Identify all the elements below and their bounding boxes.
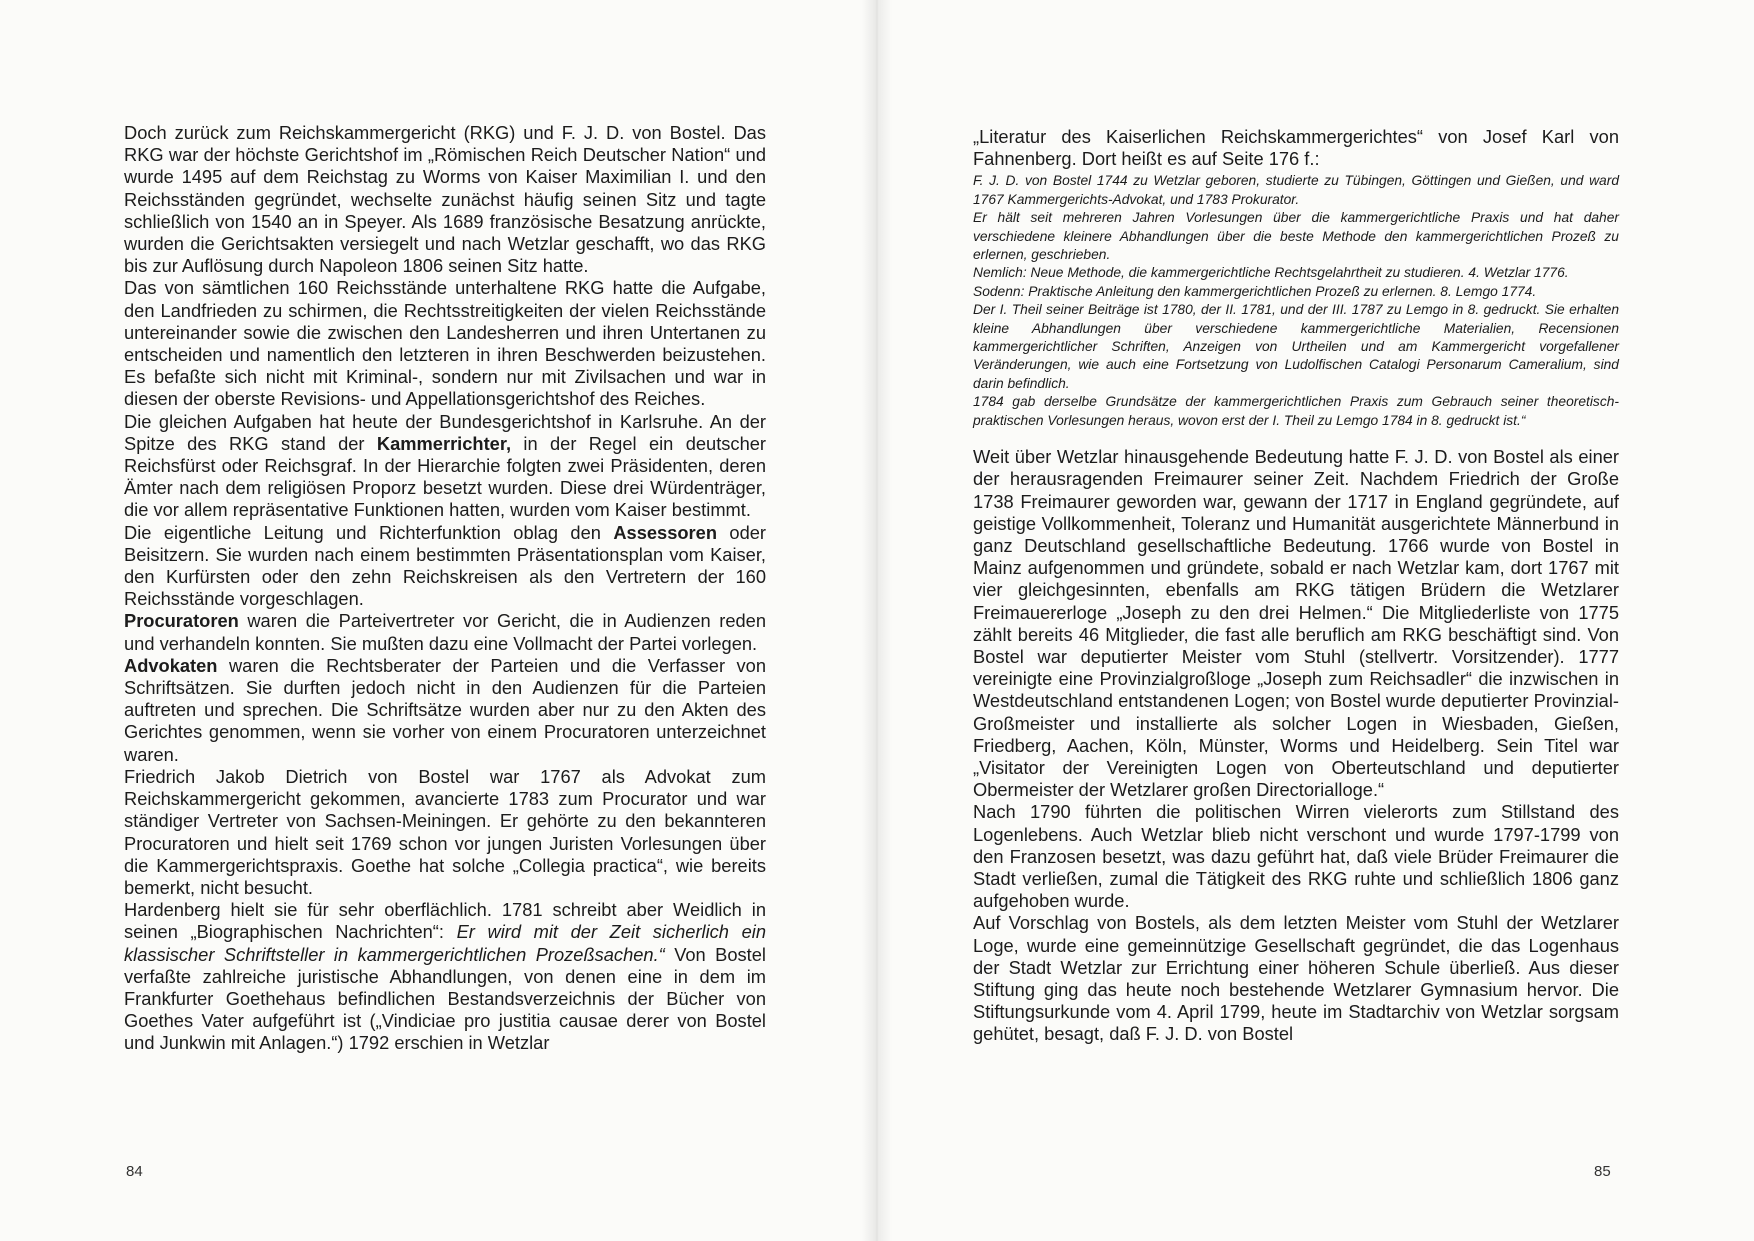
paragraph: Friedrich Jakob Dietrich von Bostel war 1767 als Advokat zum Reichskammergericht gekommen, avancierte 1783 zum Procurator und war ständiger Vertreter von Sachsen-Meiningen. Er gehörte zu den bekannteren Procuratoren und hielt seit 1769 schon vor jungen Juristen Vorlesungen über die Kammergerichtspraxis. Goethe hat solche „Collegia practica“, wie bereits bemerkt, nicht besucht. [124,765,766,898]
paragraph: Nach 1790 führten die politischen Wirren vielerorts zum Stillstand des Logenlebens. Auch Wetzlar blieb nicht verschont und wurde 1797-1799 von den Franzosen besetzt, was dazu geführt hat, daß viele Brüder Freimaurer die Stadt verließen, zumal die Tätigkeit des RKG ruhte und schließlich 1806 ganz aufgehoben wurde. [973,801,1619,912]
paragraph: Doch zurück zum Reichskammergericht (RKG) und F. J. D. von Bostel. Das RKG war der höchste Gerichtshof im „Römischen Reich Deutscher Nation“ und wurde 1495 auf dem Reichstag zu Worms von Kaiser Maximilian I. und den Reichsständen gegründet, wechselte zunächst häufig seinen Sitz und tagte schließlich von 1540 an in Speyer. Als 1689 französische Besatzung anrückte, wurden die Gerichtsakten versiegelt und nach Wetzlar geschafft, wo das RKG bis zur Auflösung durch Napoleon 1806 seinen Sitz hatte. [124,122,766,277]
quote-line: Er hält seit mehreren Jahren Vorlesungen über die kammergerichtliche Praxis und hat daher verschiedene kleinere Abhandlungen über die beste Methode den kammergerichtlichen Prozeß zu erlernen, geschrieben. [973,210,1619,263]
block-quote [973,172,1619,430]
paragraph: Weit über Wetzlar hinausgehende Bedeutung hatte F. J. D. von Bostel als einer der herausragenden Freimaurer seiner Zeit. Nachdem Friedrich der Große 1738 Freimaurer geworden war, gewann der 1717 in England gegründete, auf geistige Vollkommenheit, Toleranz und Humanität ausgerichtete Männerbund in ganz Deutschland gesellschaftliche Bedeutung. 1766 wurde von Bostel in Mainz aufgenommen und gründete, sobald er nach Wetzlar kam, dort 1767 mit vier gleichgesinnten, ebenfalls am RKG tätigen Brüdern die Wetzlarer Freimauererloge „Joseph zu den drei Helmen.“ Die Mitgliederliste von 1775 zählt bereits 46 Mitglieder, die fast alle beruflich am RKG beschäftigt sind. Von Bostel war deputierter Meister vom Stuhl (stellvertr. Vorsitzender). 1777 vereinigte eine Provinzialgroßloge „Joseph zum Reichsadler“ die inzwischen in Westdeutschland entstandenen Logen; von Bostel wurde deputierter Provinzial-Großmeister und installierte als solcher Logen in Wiesbaden, Gießen, Friedberg, Aachen, Köln, Münster, Worms und Heidelberg. Sein Titel war „Visitator der Vereinigten Logen von Oberteutschland und deputierter Obermeister der Wetzlarer großen Directorialloge.“ [973,446,1619,801]
right-text-column [973,126,1619,1046]
quote-line: Sodenn: Praktische Anleitung den kammergerichtlichen Prozeß zu erlernen. 8. Lemgo 1774. [973,283,1537,299]
bold-term: Assessoren [613,521,717,543]
page-number-left: 84 [126,1163,143,1180]
paragraph: Die gleichen Aufgaben hat heute der Bundesgerichtshof in Karlsruhe. An der Spitze des RKG stand der Kammerrichter, in der Regel ein deutscher Reichsfürst oder Reichsgraf. In der Hierarchie folgten zwei Präsidenten, deren Ämter nach dem religiösen Proporz besetzt wurden. Diese drei Würdenträger, die vor allem repräsentative Funktionen hatten, wurden vom Kaiser bestimmt. [124,410,766,521]
paragraph: Procuratoren waren die Parteivertreter vor Gericht, die in Audienzen reden und verhandeln konnten. Sie mußten dazu eine Vollmacht der Partei vorlegen. [124,610,766,654]
paragraph: Hardenberg hielt sie für sehr oberflächlich. 1781 schreibt aber Weidlich in seinen „Biographischen Nachrichten“: Er wird mit der Zeit sicherlich ein klassischer Schriftsteller in kammergerichtlichen Prozeßsachen.“ Von Bostel verfaßte zahlreiche juristische Abhandlungen, von denen eine in dem im Frankfurter Goethehaus befindlichen Bestandsverzeichnis der Bücher von Goethes Vater aufgeführt ist („Vindiciae pro justitia causae derer von Bostel und Junkwin mit Anlagen.“) 1792 erschien in Wetzlar [124,899,766,1054]
quote-line: Nemlich: Neue Methode, die kammergerichtliche Rechtsgelahrtheit zu studieren. 4. Wetzlar 1776. [973,265,1569,281]
italic-quote: Er wird mit der Zeit sicherlich ein klassischer Schriftsteller in kammergerichtlichen Prozeßsachen.“ [124,921,766,965]
book-gutter [862,0,892,1241]
paragraph: Auf Vorschlag von Bostels, als dem letzten Meister vom Stuhl der Wetzlarer Loge, wurde eine gemeinnützige Gesellschaft gegründet, die das Logenhaus der Stadt Wetzlar zur Errichtung einer höheren Schule überließ. Aus dieser Stiftung ging das heute noch bestehende Wetzlarer Gymnasium hervor. Die Stiftungsurkunde vom 4. April 1799, heute im Stadtarchiv von Wetzlar sorgsam gehütet, besagt, daß F. J. D. von Bostel [973,912,1619,1045]
bold-term: Kammerrichter, [376,432,512,454]
bold-term: Procuratoren [124,610,239,632]
paragraph: Advokaten waren die Rechtsberater der Parteien und die Verfasser von Schriftsätzen. Sie durften jedoch nicht in den Audienzen für die Parteien auftreten und sprechen. Die Schriftsätze wurden aber nur zu den Akten des Gerichtes genommen, wenn sie vorher von einem Procuratoren unterzeichnet waren. [124,654,766,765]
page-number-right: 85 [1594,1163,1611,1180]
quote-line: F. J. D. von Bostel 1744 zu Wetzlar geboren, studierte zu Tübingen, Göttingen und Gießen, und ward 1767 Kammergerichts-Advokat, und 1783 Prokurator. [973,173,1619,207]
bold-term: Advokaten [124,654,218,676]
left-text-column [124,122,766,1055]
paragraph: Die eigentliche Leitung und Richterfunktion oblag den Assessoren oder Beisitzern. Sie wurden nach einem bestimmten Präsentationsplan vom Kaiser, den Kurfürsten oder den zehn Reichskreisen als den Vertretern der 160 Reichsstände vorgeschlagen. [124,521,766,610]
quote-line: Der I. Theil seiner Beiträge ist 1780, der II. 1781, und der III. 1787 zu Lemgo in 8. gedruckt. Sie erhalten kleine Abhandlungen über verschiedene kammergerichtliche Materialien, Recensionen kammergerichtlicher Schriften, Anzeigen von Urtheilen und am Kammergericht vorgefallener Veränderungen, wie auch eine Fortsetzung von Ludolfischen Catalogi Personarum Cameralium, sind darin befindlich. [973,302,1619,391]
quote-line: 1784 gab derselbe Grundsätze der kammergerichtlichen Praxis zum Gebrauch seiner theoretisch-praktischen Vorlesungen heraus, wovon erst der I. Theil zu Lemgo 1784 in 8. gedruckt ist.“ [973,394,1619,428]
paragraph: „Literatur des Kaiserlichen Reichskammergerichtes“ von Josef Karl von Fahnenberg. Dort heißt es auf Seite 176 f.: [973,126,1619,170]
paragraph: Das von sämtlichen 160 Reichsstände unterhaltene RKG hatte die Aufgabe, den Landfrieden zu schirmen, die Rechtsstreitigkeiten der vielen Reichsstände untereinander sowie die zwischen den Landesherren und ihren Untertanen zu entscheiden und namentlich den letzteren in ihren Beschwerden beizustehen. Es befaßte sich nicht mit Kriminal-, sondern nur mit Zivilsachen und war in diesen der oberste Revisions- und Appellationsgerichtshof des Reiches. [124,277,766,410]
